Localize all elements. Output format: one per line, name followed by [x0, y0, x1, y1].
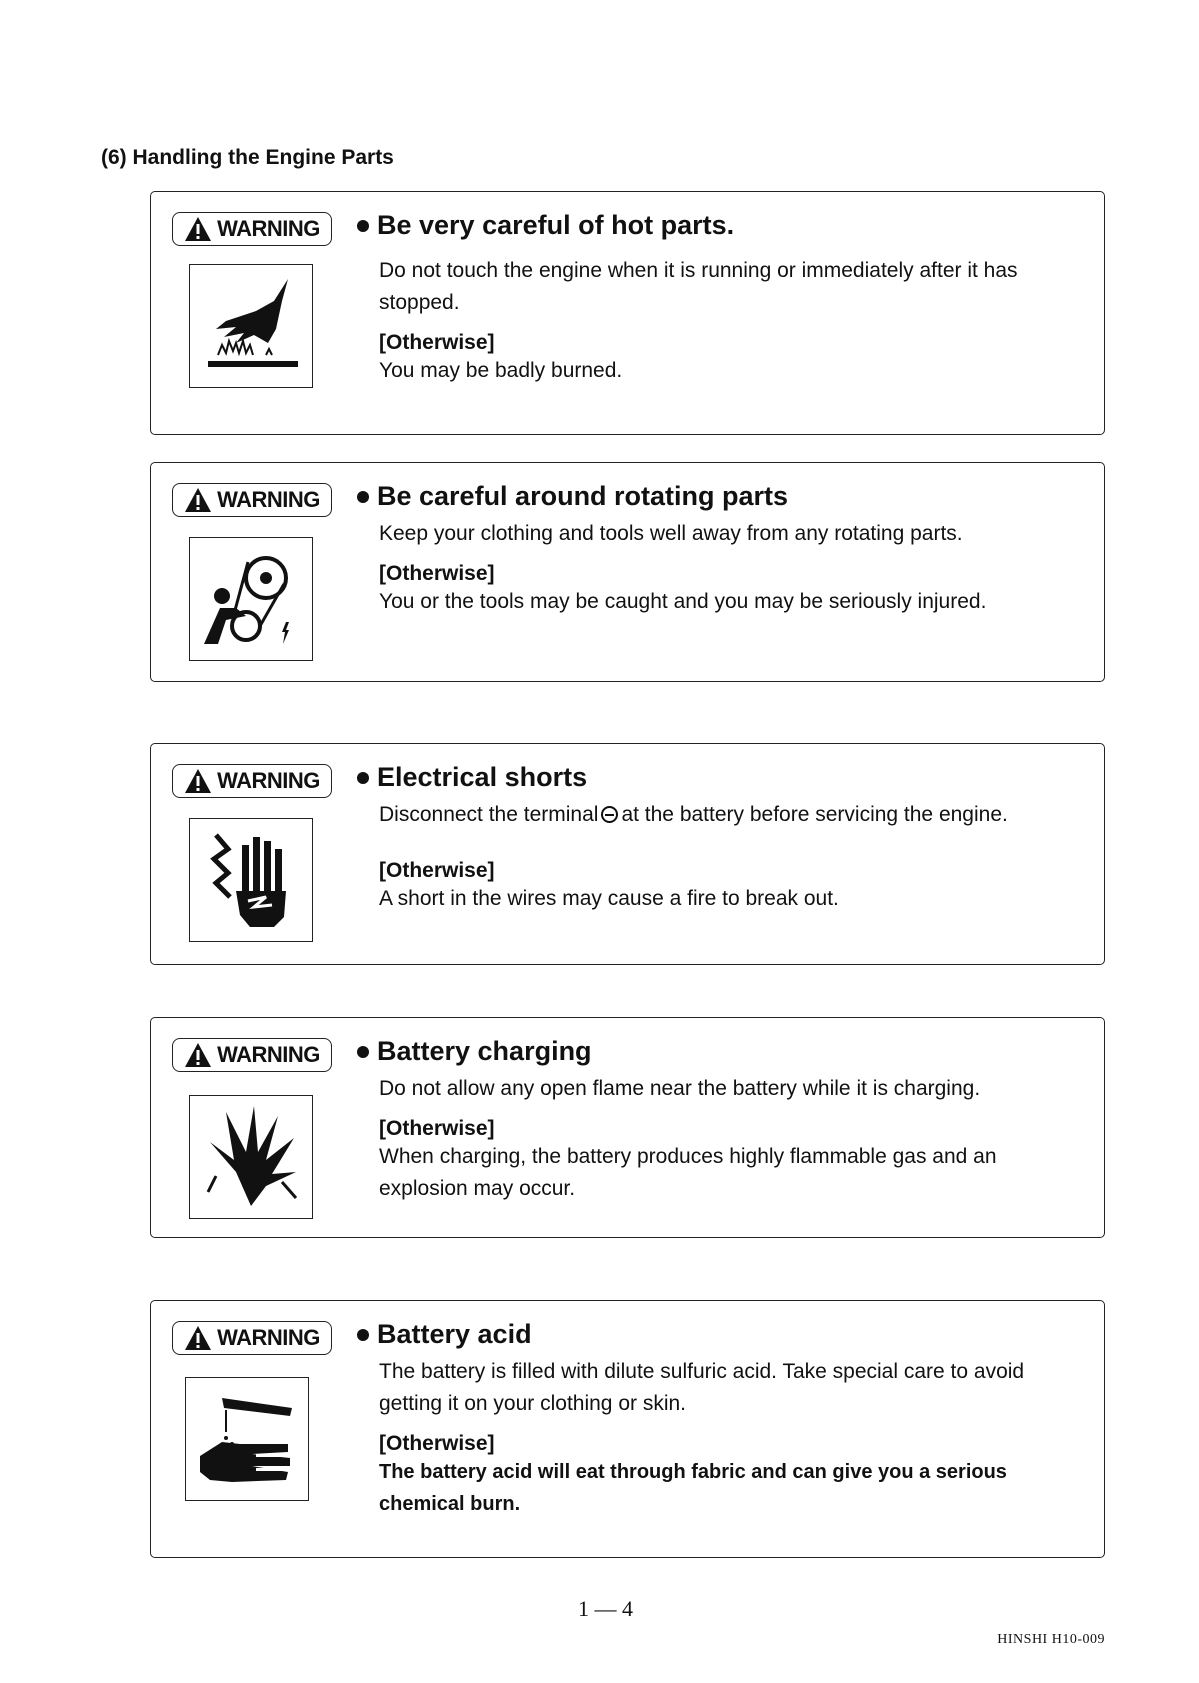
- warning-badge-label: WARNING: [217, 216, 320, 241]
- warning-heading: [357, 481, 1086, 512]
- warning-result: A short in the wires may cause a fire to break out.: [379, 887, 839, 910]
- warning-result: You or the tools may be caught and you may be seriously injured.: [379, 590, 987, 613]
- warning-badge: [172, 1038, 332, 1072]
- otherwise-label: [Otherwise]: [379, 562, 495, 585]
- warning-badge: [172, 1321, 332, 1355]
- corrosive-icon: [185, 1377, 309, 1501]
- warning-triangle-icon: [184, 487, 212, 513]
- otherwise-label: [Otherwise]: [379, 331, 495, 354]
- warning-heading: [357, 762, 1086, 793]
- warning-triangle-icon: [184, 216, 212, 242]
- warning-heading: [357, 210, 1086, 241]
- warning-result: When charging, the battery produces highly flammable gas and an explosion may occur.: [379, 1145, 997, 1200]
- warning-box-electrical-shorts: [150, 743, 1105, 965]
- warning-body: Do not touch the engine when it is running or immediately after it has stopped.: [379, 259, 1018, 314]
- hot-surface-icon: [189, 264, 313, 388]
- warning-badge-label: WARNING: [217, 1325, 320, 1350]
- page-number: 1 — 4: [578, 1596, 633, 1621]
- bullet-icon: [357, 1329, 369, 1341]
- warning-badge: [172, 212, 332, 246]
- warning-triangle-icon: [184, 1325, 212, 1351]
- warning-heading-text: Be careful around rotating parts: [377, 481, 789, 511]
- warning-heading-text: Battery acid: [377, 1319, 532, 1349]
- warning-heading-text: Battery charging: [377, 1036, 592, 1066]
- bullet-icon: [357, 1046, 369, 1058]
- document-code: HINSHI H10-009: [997, 1632, 1105, 1647]
- warning-body: The battery is filled with dilute sulfuric acid. Take special care to avoid getting it on your clothing or skin.: [379, 1360, 1025, 1415]
- bullet-icon: [357, 220, 369, 232]
- otherwise-label: [Otherwise]: [379, 859, 495, 882]
- warning-box-hot-parts: [150, 191, 1105, 435]
- warning-body: Do not allow any open flame near the battery while it is charging.: [379, 1077, 981, 1100]
- warning-body-after: at the battery before servicing the engine.: [621, 803, 1008, 826]
- bullet-icon: [357, 772, 369, 784]
- warning-body-before: Disconnect the terminal: [379, 803, 599, 826]
- warning-triangle-icon: [184, 768, 212, 794]
- otherwise-label: [Otherwise]: [379, 1432, 495, 1455]
- warning-badge-label: WARNING: [217, 1042, 320, 1067]
- warning-heading: [357, 1036, 1086, 1067]
- explosion-icon: [189, 1095, 313, 1219]
- warning-box-battery-acid: [150, 1300, 1105, 1558]
- section-title: (6) Handling the Engine Parts: [101, 146, 394, 169]
- warning-body: [357, 799, 1086, 831]
- bullet-icon: [357, 491, 369, 503]
- warning-result: You may be badly burned.: [379, 359, 623, 382]
- warning-triangle-icon: [184, 1042, 212, 1068]
- warning-result: The battery acid will eat through fabric and can give you a serious chemical burn.: [379, 1461, 1007, 1515]
- electric-shock-icon: [189, 818, 313, 942]
- rotating-parts-icon: [189, 537, 313, 661]
- warning-badge-label: WARNING: [217, 768, 320, 793]
- warning-heading-text: Be very careful of hot parts.: [377, 210, 735, 240]
- warning-badge-label: WARNING: [217, 487, 320, 512]
- warning-body: Keep your clothing and tools well away from any rotating parts.: [379, 522, 963, 545]
- warning-badge: [172, 483, 332, 517]
- warning-heading-text: Electrical shorts: [377, 762, 588, 792]
- warning-badge: [172, 764, 332, 798]
- negative-terminal-icon: [601, 806, 618, 823]
- otherwise-label: [Otherwise]: [379, 1117, 495, 1140]
- warning-heading: [357, 1319, 1086, 1350]
- warning-box-rotating-parts: [150, 462, 1105, 682]
- warning-box-battery-charging: [150, 1017, 1105, 1238]
